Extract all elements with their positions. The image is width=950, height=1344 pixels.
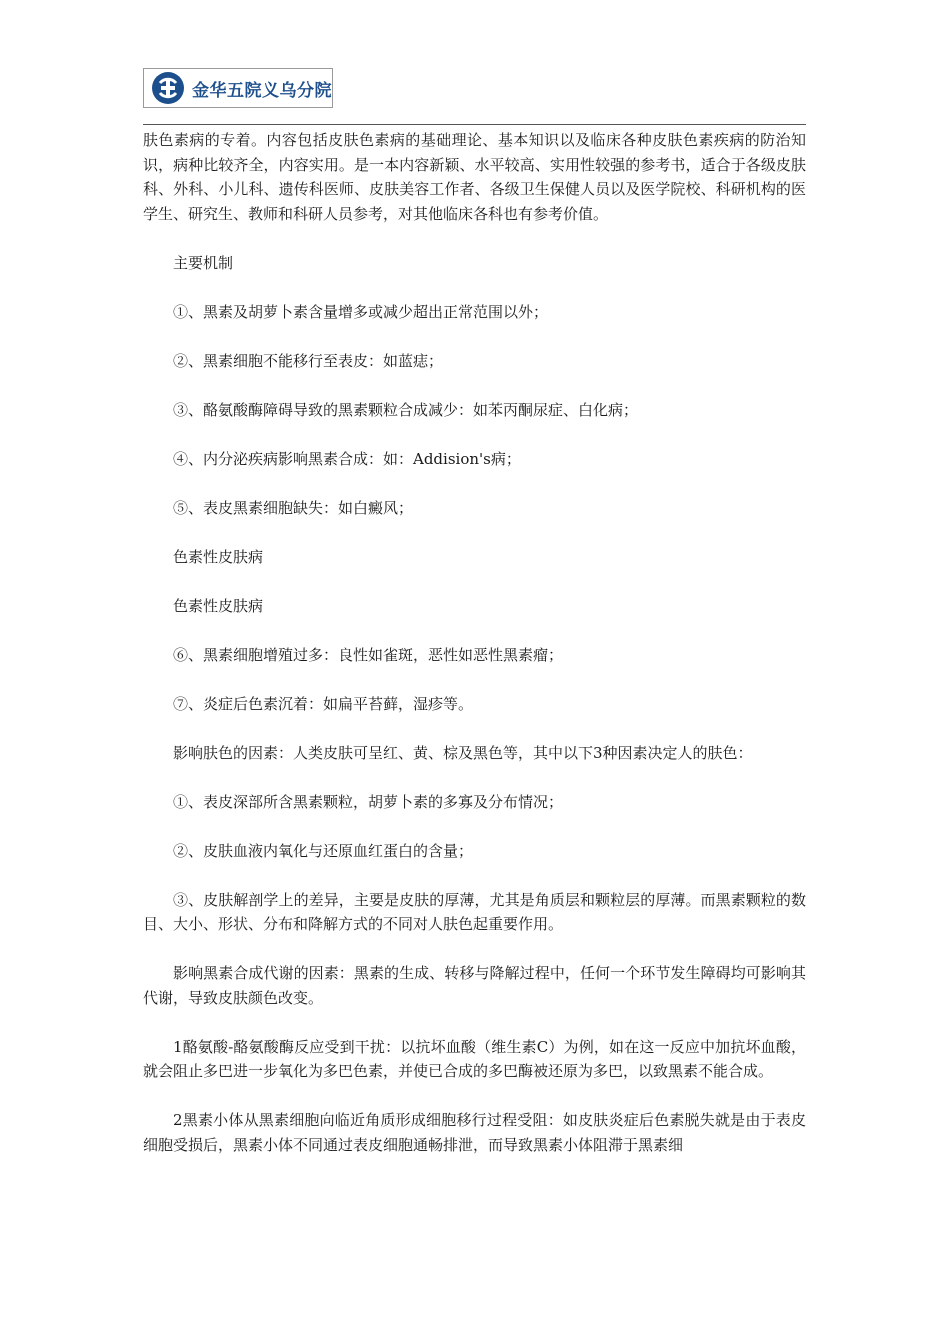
heading-pigmentary-skin-disease-repeat: 色素性皮肤病 <box>173 596 264 615</box>
paragraph-tyrosinase-reaction: 1酪氨酸-酪氨酸酶反应受到干扰：以抗坏血酸（维生素C）为例，如在这一反应中加抗坏血酸，就会阻止多巴进一步氧化为多巴色素，并使已合成的多巴酶被还原为多巴，以致黑素不能合成。 <box>143 1037 806 1080</box>
list-item-mechanism-6: ⑥、黑素细胞增殖过多：良性如雀斑，恶性如恶性黑素瘤； <box>173 645 564 664</box>
document-body <box>143 128 806 1157</box>
paragraph-melanin-metabolism: 影响黑素合成代谢的因素：黑素的生成、转移与降解过程中，任何一个环节发生障碍均可影响其代谢，导致皮肤颜色改变。 <box>143 964 806 1007</box>
list-item-mechanism-1: ①、黑素及胡萝卜素含量增多或减少超出正常范围以外； <box>173 302 549 321</box>
list-item-factor-3: ③、皮肤解剖学上的差异，主要是皮肤的厚薄，尤其是角质层和颗粒层的厚薄。而黑素颗粒的数目、大小、形状、分布和降解方式的不同对人肤色起重要作用。 <box>143 890 806 933</box>
paragraph-skin-color-factors: 影响肤色的因素：人类皮肤可呈红、黄、棕及黑色等，其中以下3种因素决定人的肤色： <box>173 743 753 762</box>
hospital-logo <box>143 68 333 108</box>
paragraph-melanosome-transfer: 2黑素小体从黑素细胞向临近角质形成细胞移行过程受阻：如皮肤炎症后色素脱失就是由于表皮细胞受损后，黑素小体不同通过表皮细胞通畅排泄，而导致黑素小体阻滞于黑素细 <box>143 1111 806 1154</box>
header-divider <box>143 124 806 125</box>
list-item-factor-1: ①、表皮深部所含黑素颗粒，胡萝卜素的多寡及分布情况； <box>173 792 564 811</box>
heading-pigmentary-skin-disease: 色素性皮肤病 <box>173 547 264 566</box>
logo-text: 金华五院义乌分院 <box>192 80 332 101</box>
list-item-mechanism-2: ②、黑素细胞不能移行至表皮：如蓝痣； <box>173 351 444 370</box>
list-item-mechanism-4: ④、内分泌疾病影响黑素合成：如：Addision's病； <box>173 449 521 468</box>
list-item-factor-2: ②、皮肤血液内氧化与还原血红蛋白的含量； <box>173 841 474 860</box>
heading-main-mechanism: 主要机制 <box>173 253 234 272</box>
list-item-mechanism-7: ⑦、炎症后色素沉着：如扁平苔藓，湿疹等。 <box>173 694 474 713</box>
list-item-mechanism-3: ③、酪氨酸酶障碍导致的黑素颗粒合成减少：如苯丙酮尿症、白化病； <box>173 400 639 419</box>
list-item-mechanism-5: ⑤、表皮黑素细胞缺失：如白癜风； <box>173 498 414 517</box>
hospital-emblem-icon <box>150 70 186 106</box>
paragraph-intro: 肤色素病的专着。内容包括皮肤色素病的基础理论、基本知识以及临床各种皮肤色素疾病的防治知识，病种比较齐全，内容实用。是一本内容新颖、水平较高、实用性较强的参考书，适合于各级皮肤科、外科、小儿科、遗传科医师、皮肤美容工作者、各级卫生保健人员以及医学院校、科研机构的医学生、研究生、教师和科研人员参考，对其他临床各科也有参考价值。 <box>143 131 806 223</box>
